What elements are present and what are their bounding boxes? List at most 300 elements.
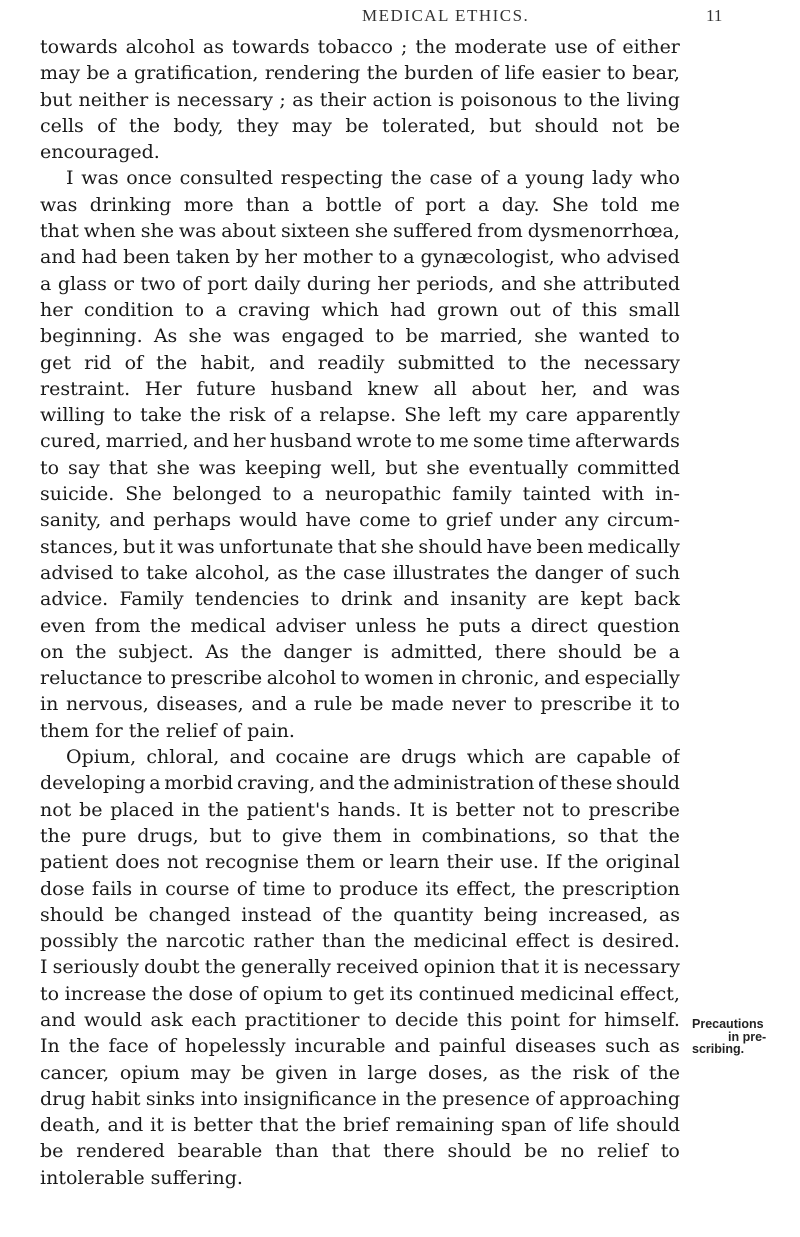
- word: effect,: [619, 982, 680, 1005]
- word: her: [377, 272, 410, 295]
- word: a: [510, 614, 522, 637]
- word: drugs: [401, 746, 457, 769]
- word: point: [510, 1008, 561, 1031]
- word: should: [40, 903, 104, 926]
- word: should: [616, 772, 680, 795]
- word: necessary: [583, 956, 680, 979]
- word: tolerated,: [382, 114, 476, 137]
- word: opinion: [423, 956, 496, 979]
- text-line: [40, 481, 680, 507]
- word: she: [534, 325, 568, 348]
- text-line: [40, 797, 680, 823]
- word: hands.: [337, 798, 402, 821]
- word: developing: [40, 772, 146, 795]
- text-line: [40, 639, 680, 665]
- word: be: [241, 1061, 265, 1084]
- word: to: [185, 298, 205, 321]
- word: and: [318, 772, 355, 795]
- word: should: [616, 1114, 680, 1137]
- word: consulted: [179, 167, 274, 190]
- word: ;: [279, 88, 286, 111]
- word: in: [438, 667, 457, 690]
- word: medicinal: [413, 930, 508, 953]
- text-line: [40, 271, 680, 297]
- word: such: [635, 561, 680, 584]
- word: insignificance: [243, 1087, 377, 1110]
- word: danger: [534, 561, 603, 584]
- word: about: [221, 220, 277, 243]
- word: periods,: [416, 272, 495, 295]
- word: effect,: [456, 877, 517, 900]
- word: effect: [515, 930, 570, 953]
- word: to: [120, 561, 140, 584]
- word: come: [359, 509, 411, 532]
- word: It: [409, 798, 425, 821]
- word: readily: [317, 351, 385, 374]
- word: especially: [584, 667, 680, 690]
- word: should: [447, 1140, 512, 1163]
- text-line: [40, 1060, 680, 1086]
- word: direct: [530, 614, 588, 637]
- word: husband: [270, 377, 353, 400]
- text-line: [40, 954, 680, 980]
- word: prescribe: [588, 798, 680, 821]
- word: to: [375, 325, 395, 348]
- word: alcohol,: [194, 561, 271, 584]
- word: a: [477, 193, 490, 216]
- word: no: [560, 1140, 585, 1163]
- word: take: [140, 404, 182, 427]
- text-line: [40, 323, 680, 349]
- text-line: [40, 534, 680, 560]
- word: to: [40, 982, 60, 1005]
- word: unless: [355, 614, 417, 637]
- word: apparently: [575, 404, 680, 427]
- word: been: [536, 535, 584, 558]
- word: the: [523, 877, 555, 900]
- text-line: [40, 691, 680, 717]
- word: illustrates: [392, 561, 490, 584]
- word: advised: [606, 246, 680, 269]
- word: them: [332, 824, 382, 847]
- text-line: [40, 297, 680, 323]
- word: was: [40, 193, 78, 216]
- word: the: [156, 351, 188, 374]
- word: as: [202, 36, 224, 58]
- word: a: [506, 167, 518, 190]
- word: kept: [580, 588, 624, 611]
- word: bearable: [177, 1140, 263, 1163]
- word: of: [661, 746, 680, 769]
- running-head: [0, 6, 800, 30]
- word: the: [305, 1114, 337, 1137]
- text-line: [40, 744, 680, 770]
- word: continued: [418, 982, 515, 1005]
- word: may: [40, 62, 81, 85]
- word: body,: [173, 114, 224, 137]
- word: a: [403, 246, 415, 269]
- word: of: [595, 36, 615, 58]
- word: the: [128, 719, 160, 742]
- word: rendering: [264, 62, 361, 85]
- word: she: [188, 325, 222, 348]
- word: to: [272, 483, 292, 506]
- word: should: [557, 640, 622, 663]
- margin-note-line: in pre-: [728, 1029, 767, 1044]
- word: that: [40, 220, 79, 243]
- word: from: [94, 614, 141, 637]
- word: be: [360, 693, 384, 716]
- word: easier: [541, 62, 601, 85]
- word: admitted,: [390, 640, 484, 663]
- word: instead: [241, 903, 312, 926]
- word: engaged: [281, 325, 364, 348]
- word: habit,: [200, 351, 256, 374]
- word: to: [310, 588, 330, 611]
- word: them: [305, 851, 356, 874]
- word: action: [372, 88, 432, 111]
- word: the: [648, 824, 680, 847]
- word: port: [425, 193, 466, 216]
- text-line: [40, 165, 680, 191]
- word: course: [165, 877, 230, 900]
- text-line: [40, 665, 680, 691]
- word: received: [336, 956, 419, 979]
- text-line: [40, 455, 680, 481]
- word: cancer,: [40, 1061, 110, 1084]
- word: or: [113, 272, 134, 295]
- word: better: [455, 798, 515, 821]
- word: port: [207, 272, 248, 295]
- word: who: [560, 246, 601, 269]
- word: knew: [367, 377, 419, 400]
- word: as: [499, 1061, 521, 1084]
- word: as: [277, 561, 299, 584]
- text-line: [40, 586, 680, 612]
- word: rather: [253, 930, 314, 953]
- word: the: [496, 561, 528, 584]
- word: to: [312, 877, 332, 900]
- word: a: [116, 62, 128, 85]
- word: the: [358, 772, 390, 795]
- word: husband: [269, 430, 352, 453]
- word: was: [198, 456, 237, 479]
- word: to: [113, 404, 133, 427]
- word: may: [190, 1061, 231, 1084]
- word: burden: [404, 62, 474, 85]
- text-line: [40, 87, 680, 113]
- word: risk: [228, 404, 266, 427]
- word: placed: [110, 798, 174, 821]
- word: and: [268, 351, 305, 374]
- word: to: [40, 456, 60, 479]
- word: stances,: [40, 535, 119, 558]
- word: towards: [232, 36, 310, 58]
- word: the: [40, 824, 72, 847]
- word: span: [501, 1114, 547, 1137]
- word: keeping: [245, 456, 322, 479]
- word: for: [568, 1008, 596, 1031]
- word: dose: [188, 982, 234, 1005]
- word: face: [108, 1035, 149, 1058]
- word: advice.: [40, 588, 109, 611]
- margin-note-line: Precautions: [692, 1017, 764, 1031]
- word: dysmenorrhœa,: [527, 220, 680, 243]
- word: to: [418, 509, 438, 532]
- word: ;: [400, 36, 408, 58]
- word: to: [147, 667, 167, 690]
- word: neuropathic: [324, 483, 442, 506]
- word: that: [500, 956, 540, 979]
- word: she: [543, 272, 577, 295]
- word: attributed: [582, 272, 680, 295]
- word: out: [509, 298, 541, 321]
- word: moderate: [454, 36, 547, 58]
- word: to: [563, 88, 583, 111]
- word: small: [628, 298, 680, 321]
- word: medical: [190, 614, 266, 637]
- word: she: [354, 220, 389, 243]
- word: prescribe: [540, 693, 632, 716]
- word: drugs,: [137, 824, 199, 847]
- word: care: [525, 404, 568, 427]
- text-line: [40, 928, 680, 954]
- word: but: [40, 88, 73, 111]
- word: In: [40, 1035, 60, 1058]
- word: should: [534, 114, 599, 137]
- text-line: [40, 507, 680, 533]
- word: poisonous: [460, 88, 558, 111]
- word: administration: [393, 772, 535, 795]
- text-line: [40, 1007, 680, 1033]
- word: was: [81, 167, 119, 190]
- word: get: [40, 351, 72, 374]
- word: about: [471, 377, 527, 400]
- word: cocaine: [275, 746, 350, 769]
- word: as: [658, 903, 680, 926]
- word: advised: [40, 561, 114, 584]
- word: and: [394, 1035, 431, 1058]
- word: desired.: [602, 930, 680, 953]
- word: use: [554, 36, 588, 58]
- word: given: [275, 1061, 328, 1084]
- word: them: [40, 719, 90, 742]
- word: original: [605, 851, 680, 874]
- word: tainted: [522, 483, 591, 506]
- word: not: [611, 114, 644, 137]
- word: be: [345, 114, 369, 137]
- word: which: [466, 746, 525, 769]
- word: produce: [339, 877, 419, 900]
- word: approaching: [559, 1087, 680, 1110]
- word: and: [40, 1008, 76, 1031]
- word: be: [524, 1140, 548, 1163]
- word: of: [609, 561, 629, 584]
- word: eventually: [468, 456, 569, 479]
- word: sinks: [145, 1087, 196, 1110]
- word: changed: [148, 903, 231, 926]
- word: of: [394, 193, 413, 216]
- word: sixteen: [280, 220, 350, 243]
- word: the: [126, 930, 158, 953]
- word: suicide.: [40, 483, 115, 506]
- word: recognise: [205, 851, 299, 874]
- word: was: [178, 220, 217, 243]
- word: the: [589, 88, 621, 111]
- word: dose: [40, 877, 85, 900]
- word: nervous,: [65, 693, 149, 716]
- word: decide: [394, 1008, 459, 1031]
- word: its: [425, 877, 449, 900]
- word: learn: [389, 851, 440, 874]
- text-line: [40, 1086, 680, 1112]
- word: had: [390, 298, 426, 321]
- word: more: [183, 193, 234, 216]
- text-line: [40, 718, 680, 744]
- word: as: [658, 1035, 680, 1058]
- word: of: [97, 114, 116, 137]
- running-title: MEDICAL ETHICS.: [362, 6, 530, 25]
- text-line: [40, 1138, 680, 1164]
- word: this: [466, 1008, 503, 1031]
- word: in: [392, 824, 411, 847]
- word: reluctance: [40, 667, 143, 690]
- word: glass: [57, 272, 107, 295]
- word: the: [415, 36, 447, 58]
- word: all: [433, 377, 457, 400]
- text-line: [40, 902, 680, 928]
- word: taken: [175, 246, 230, 269]
- word: young: [525, 167, 585, 190]
- word: of: [535, 1087, 554, 1110]
- word: is: [563, 956, 579, 979]
- word: narcotic: [165, 930, 245, 953]
- word: be: [405, 325, 429, 348]
- word: for: [95, 719, 123, 742]
- word: remaining: [395, 1114, 495, 1137]
- word: not: [522, 798, 554, 821]
- word: from: [477, 220, 523, 243]
- word: but: [209, 824, 242, 847]
- word: diseases,: [156, 693, 244, 716]
- text-line: [40, 350, 680, 376]
- word: in: [40, 693, 59, 716]
- word: he: [425, 614, 450, 637]
- word: craving: [237, 298, 311, 321]
- word: are: [537, 588, 570, 611]
- word: are: [534, 746, 567, 769]
- word: drinking: [89, 193, 172, 216]
- word: when: [83, 220, 136, 243]
- word: As: [153, 325, 178, 348]
- word: she: [140, 220, 174, 243]
- word: craving,: [236, 772, 316, 795]
- word: is: [438, 88, 455, 111]
- word: towards: [40, 36, 118, 58]
- word: my: [488, 404, 518, 427]
- word: be: [633, 640, 657, 663]
- word: pure: [81, 824, 127, 847]
- word: to: [561, 798, 581, 821]
- word: quantity: [393, 903, 474, 926]
- word: gratification,: [134, 62, 259, 85]
- word: a: [40, 272, 52, 295]
- word: the: [68, 1035, 100, 1058]
- word: rendered: [76, 1140, 165, 1163]
- word: of: [273, 404, 292, 427]
- word: increase: [64, 982, 147, 1005]
- word: the: [149, 614, 182, 637]
- word: take: [146, 561, 189, 584]
- word: adviser: [275, 614, 346, 637]
- word: and: [193, 430, 229, 453]
- word: rule: [313, 693, 353, 716]
- word: habit: [91, 1087, 141, 1110]
- word: in: [382, 1087, 401, 1110]
- word: She: [125, 483, 162, 506]
- word: in: [139, 877, 158, 900]
- word: is: [363, 640, 380, 663]
- word: bottle: [325, 193, 382, 216]
- word: should: [418, 535, 483, 558]
- word: this: [581, 298, 618, 321]
- word: would: [239, 509, 298, 532]
- word: once: [126, 167, 172, 190]
- word: never: [451, 693, 507, 716]
- word: and: [229, 746, 266, 769]
- word: brief: [343, 1114, 389, 1137]
- word: their: [446, 851, 493, 874]
- word: to: [507, 351, 527, 374]
- word: the: [567, 851, 599, 874]
- page-number: 11: [706, 6, 723, 25]
- margin-note: [692, 1018, 800, 1056]
- word: I: [40, 956, 48, 979]
- word: their: [319, 88, 367, 111]
- word: combinations,: [421, 824, 557, 847]
- word: of: [538, 772, 557, 795]
- word: her: [233, 430, 266, 453]
- text-line: [40, 981, 680, 1007]
- word: not: [40, 798, 72, 821]
- word: a: [294, 693, 307, 716]
- word: living: [626, 88, 680, 111]
- word: I: [66, 167, 74, 190]
- word: alcohol: [125, 36, 195, 58]
- word: the: [305, 561, 337, 584]
- text-line: [40, 849, 680, 875]
- word: submitted: [397, 351, 495, 374]
- word: seriously: [52, 956, 139, 979]
- word: Opium,: [66, 746, 137, 769]
- word: morbid: [164, 772, 234, 795]
- word: which: [321, 298, 379, 321]
- word: suffering.: [150, 1166, 243, 1189]
- word: family: [452, 483, 512, 506]
- word: a: [149, 772, 161, 795]
- word: gynæcologist,: [420, 246, 555, 269]
- text-line: [40, 34, 680, 60]
- word: is: [432, 798, 448, 821]
- word: of: [619, 1061, 639, 1084]
- word: she: [156, 456, 190, 479]
- word: the: [405, 1087, 437, 1110]
- word: pain.: [247, 719, 295, 742]
- word: under: [499, 509, 557, 532]
- word: be: [40, 1140, 64, 1163]
- word: cured,: [40, 430, 102, 453]
- word: doubt: [144, 956, 200, 979]
